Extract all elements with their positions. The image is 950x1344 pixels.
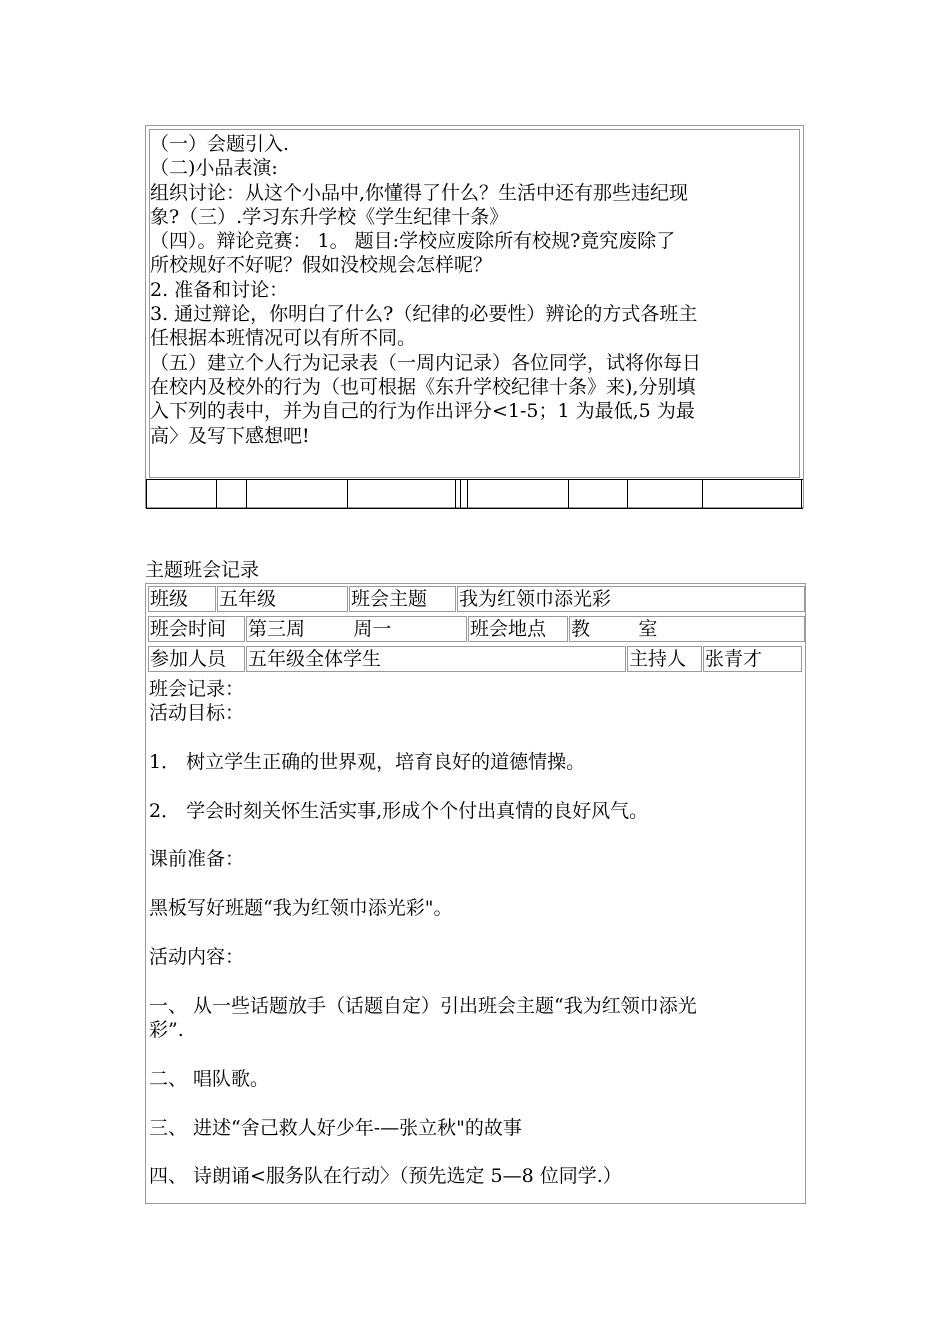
- intro-text: [150, 132, 806, 448]
- host-value: 张青才: [703, 646, 802, 672]
- place-label: 班会地点: [468, 616, 568, 642]
- intro-line: （五）建立个人行为记录表（一周内记录）各位同学，试将你每日: [150, 351, 702, 374]
- evaluation-row: [146, 479, 803, 509]
- intro-line: 所校规好不好呢？假如没校规会怎样呢？: [150, 254, 493, 277]
- intro-line: 在校内及校外的行为（也可根据《东升学校纪律十条》来),分别填: [150, 375, 696, 398]
- goal-item: 1． 树立学生正确的世界观，培育良好的道德情操。: [149, 751, 586, 773]
- prep-text: 黑板写好班题“我为红领巾添光彩"。: [149, 897, 453, 919]
- intro-line: 3. 通过辩论，你明白了什么?（纪律的必要性）辨论的方式各班主: [150, 303, 698, 326]
- record-label: 班会记录：: [149, 678, 245, 700]
- participants-label: 参加人员: [148, 646, 245, 672]
- intro-line: （一）会题引入.: [150, 133, 290, 155]
- intro-line: 组织讨论：从这个小品中,你懂得了什么？生活中还有那些违纪现: [150, 181, 689, 204]
- intro-cell: [149, 129, 800, 478]
- header-row: [148, 646, 803, 672]
- intro-line: 入下列的表中，并为自己的行为作出评分<1-5；1 为最低,5 为最: [150, 400, 695, 423]
- time-value: 第三周 周一: [246, 616, 467, 642]
- time-label: 班会时间: [148, 616, 245, 642]
- evaluation-cell: [216, 480, 217, 508]
- intro-table: [145, 125, 804, 508]
- record-table: [145, 583, 806, 1204]
- evaluation-cell: [455, 480, 456, 508]
- record-title: 主题班会记录: [145, 559, 260, 581]
- content-item: 四、 诗朗诵<服务队在行动〉（预先选定 5—8 位同学.）: [149, 1165, 622, 1187]
- class-label: 班级: [148, 586, 216, 612]
- class-value: 五年级: [217, 586, 348, 612]
- evaluation-cell: [347, 480, 348, 508]
- goal-item: 2． 学会时刻关怀生活实事,形成个个付出真情的良好风气。: [149, 800, 649, 822]
- theme-value: 我为红领巾添光彩: [457, 586, 805, 612]
- evaluation-cell: [568, 480, 569, 508]
- evaluation-cell: [627, 480, 628, 508]
- evaluation-cell: [467, 480, 468, 508]
- host-label: 主持人: [627, 646, 702, 672]
- content-item: 二、 唱队歌。: [149, 1068, 270, 1090]
- evaluation-cell: [146, 480, 147, 508]
- place-value: 教 室: [569, 616, 805, 642]
- evaluation-cell: [246, 480, 247, 508]
- evaluation-cell: [460, 480, 461, 508]
- intro-line: 高〉及写下感想吧!: [150, 424, 310, 447]
- intro-line: （二)小品表演:: [150, 157, 278, 180]
- intro-line: （四）。辩论竞赛： 1。 题目:学校应废除所有校规?竟究废除了: [150, 230, 676, 253]
- content-item: 一、 从一些话题放手（话题自定）引出班会主题“我为红领巾添光: [149, 995, 697, 1017]
- header-row: [148, 616, 803, 642]
- evaluation-cell: [702, 480, 703, 508]
- intro-line: 2. 准备和讨论：: [150, 278, 289, 301]
- intro-line: 象?（三）.学习东升学校《学生纪律十条》: [150, 205, 509, 228]
- theme-label: 班会主题: [349, 586, 456, 612]
- intro-line: 任根据本班情况可以有所不同。: [150, 327, 417, 350]
- header-row: [148, 586, 803, 612]
- goal-label: 活动目标：: [149, 702, 245, 724]
- prep-label: 课前准备：: [149, 848, 245, 870]
- evaluation-cell: [801, 480, 802, 508]
- content-item: 彩”.: [149, 1019, 184, 1041]
- participants-value: 五年级全体学生: [246, 646, 626, 672]
- content-label: 活动内容：: [149, 946, 245, 968]
- content-item: 三、 进述“舍己救人好少年-—张立秋"的故事: [149, 1117, 522, 1139]
